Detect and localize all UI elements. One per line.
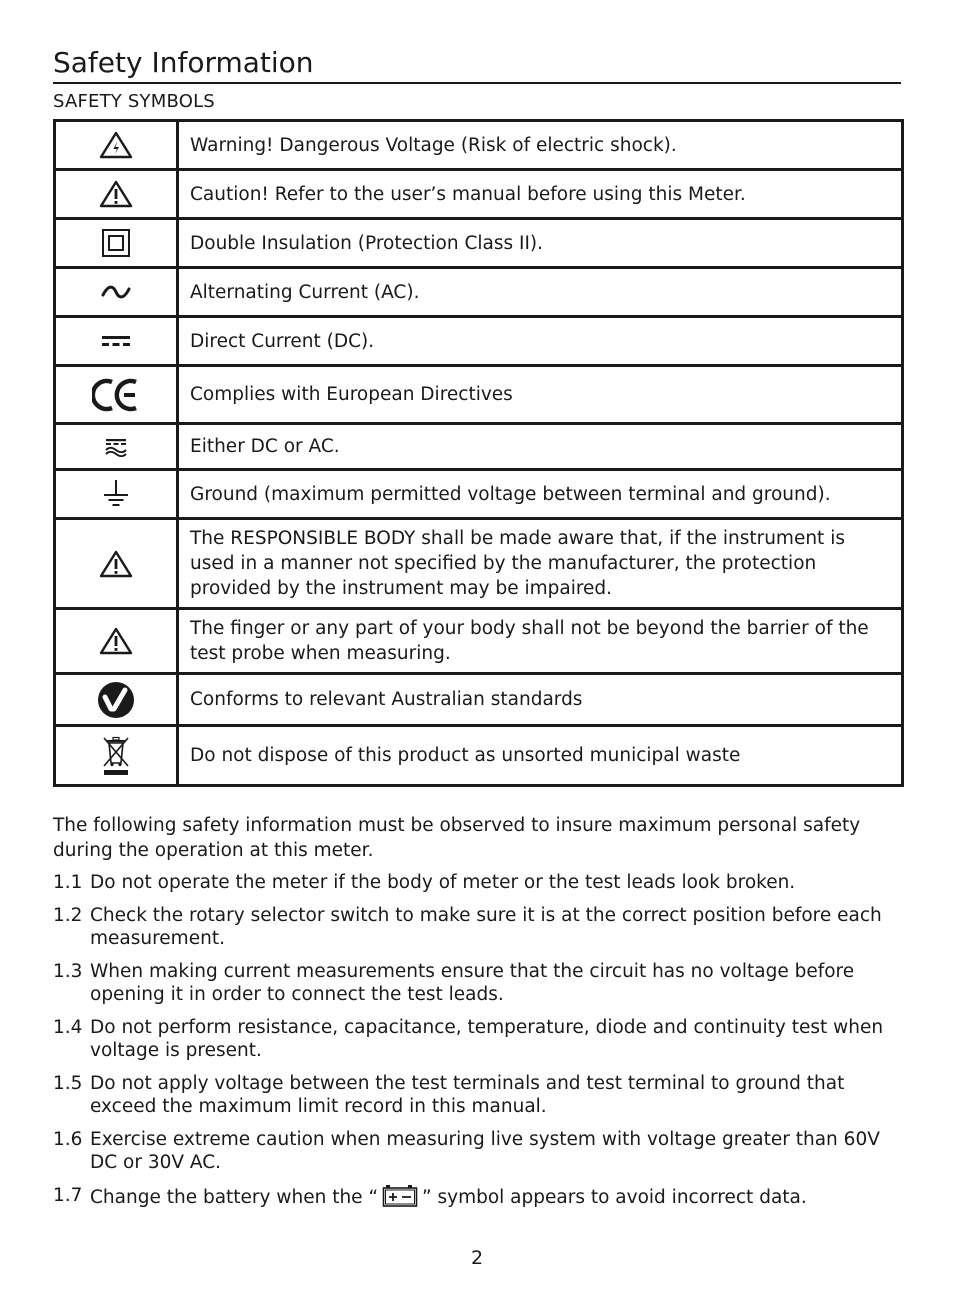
caution-icon [98,626,134,656]
weee-bin-icon [101,735,131,777]
symbol-description: Direct Current (DC). [178,317,903,366]
rule-number: 1.6 [53,1129,83,1150]
rule-text-after: ” symbol appears to avoid incorrect data. [422,1187,807,1208]
symbol-description: Alternating Current (AC). [178,268,903,317]
table-row [55,674,903,726]
page-number: 2 [470,1247,484,1269]
list-item [53,1072,903,1118]
intro-paragraph: The following safety information must be observed to insure maximum personal safety during the operation at this meter. [53,815,861,861]
symbol-description: Complies with European Directives [178,366,903,424]
symbol-description: Caution! Refer to the user’s manual before using this Meter. [178,170,903,219]
rule-number: 1.5 [53,1073,83,1094]
rule-text: Check the rotary selector switch to make sure it is at the correct position before each measurement. [90,905,882,949]
rule-number: 1.2 [53,905,83,926]
list-item [53,960,903,1006]
ac-icon [100,282,132,302]
table-row [55,424,903,470]
table-row [55,609,903,674]
rule-number: 1.4 [53,1017,83,1038]
table-row [55,726,903,786]
caution-icon [98,549,134,579]
double-insulation-icon [101,228,131,258]
symbol-description: The finger or any part of your body shall not be beyond the barrier of the test probe when measuring. [178,609,903,674]
list-item [53,871,903,894]
rule-text: Do not apply voltage between the test terminals and test terminal to ground that exceed the maximum limit record in this manual. [90,1073,845,1117]
table-row [55,219,903,268]
safety-rules-list [53,871,903,1219]
rule-text-before: Change the battery when the “ [90,1187,379,1208]
table-row [55,317,903,366]
symbol-description: Double Insulation (Protection Class II). [178,219,903,268]
section-heading: SAFETY SYMBOLS [53,91,215,112]
table-row [55,121,903,170]
page-title: Safety Information [53,44,901,84]
rule-number: 1.1 [53,872,83,893]
ground-icon [101,478,131,510]
symbol-description: The RESPONSIBLE BODY shall be made aware that, if the instrument is used in a manner not specified by the manufacturer, the protection provided by the instrument may be impaired. [178,519,903,609]
symbol-description: Ground (maximum permitted voltage between terminal and ground). [178,470,903,519]
symbol-description: Either DC or AC. [178,424,903,470]
ac-dc-icon [103,437,129,457]
list-item [53,904,903,950]
rule-number: 1.3 [53,961,83,982]
symbol-description: Do not dispose of this product as unsorted municipal waste [178,726,903,786]
rule-number: 1.7 [53,1185,83,1206]
list-item [53,1184,903,1209]
rule-text: Do not perform resistance, capacitance, temperature, diode and continuity test when voltage is present. [90,1017,884,1061]
warning-voltage-icon [98,130,134,160]
caution-icon [98,179,134,209]
table-row [55,519,903,609]
table-row [55,366,903,424]
symbol-description: Conforms to relevant Australian standards [178,674,903,726]
dc-icon [100,333,132,349]
rule-text: When making current measurements ensure that the circuit has no voltage before opening it in order to connect the test leads. [90,961,855,1005]
table-row [55,170,903,219]
safety-symbols-table [53,119,904,787]
rule-text [90,1184,903,1209]
ce-mark-icon [92,376,140,414]
rule-text: Exercise extreme caution when measuring live system with voltage greater than 60V DC or 30V AC. [90,1129,880,1173]
table-row [55,470,903,519]
symbol-description: Warning! Dangerous Voltage (Risk of electric shock). [178,121,903,170]
list-item [53,1128,903,1174]
list-item [53,1016,903,1062]
table-row [55,268,903,317]
rule-text: Do not operate the meter if the body of meter or the test leads look broken. [90,872,796,893]
rcm-mark-icon [96,680,136,720]
battery-icon [382,1184,418,1208]
